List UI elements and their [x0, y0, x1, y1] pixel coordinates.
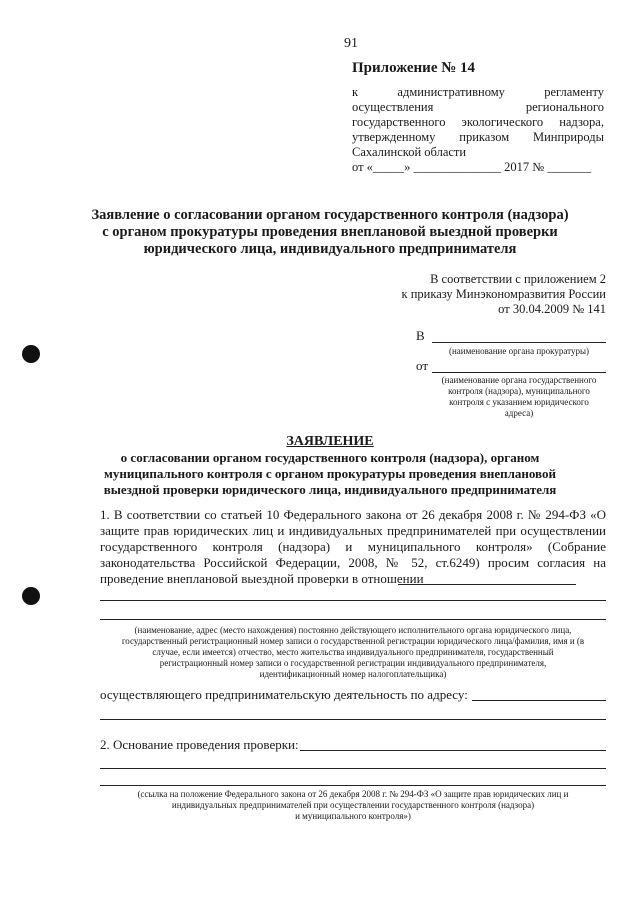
inspection-target-field[interactable] — [398, 584, 576, 585]
paragraph1-line: государственного контроля (надзора) и муниципального контроля» (Собрание — [100, 539, 606, 554]
title-line: юридического лица, индивидуального предпринимателя — [143, 241, 517, 257]
reference-line: В соответствии с приложением 2 — [430, 272, 606, 286]
inspection-basis-field-cont[interactable] — [100, 785, 606, 786]
note-line: (ссылка на положение Федерального закона от 26 декабря 2008 г. № 294-ФЗ «О защите прав юридических лиц и — [137, 789, 569, 799]
address-label: осуществляющего предпринимательскую деятельность по адресу: — [100, 687, 468, 702]
appendix-date-line: от «_____» ______________ 2017 № _______ — [352, 160, 592, 174]
paragraph1-line: 1. В соответствии со статьей 10 Федерального закона от 26 декабря 2008 г. № 294-ФЗ «О — [100, 507, 606, 522]
statement-line: муниципального контроля с органом прокуратуры проведения внеплановой — [104, 466, 556, 481]
to-label: В — [416, 328, 425, 343]
from-field-note — [426, 375, 612, 419]
punch-hole-top — [22, 345, 40, 363]
document-title — [60, 207, 600, 258]
reference-line: к приказу Минэкономразвития России — [401, 287, 606, 301]
statement-heading: ЗАЯВЛЕНИЕ — [286, 434, 374, 449]
note-line: контроля (надзора), муниципального — [448, 386, 590, 396]
appendix-line: государственного экологического надзора, — [352, 115, 604, 129]
paragraph1-line: законодательства Российской Федерации, 2008, № 52, ст.6249) просим согласия на — [100, 555, 606, 570]
appendix-line: осуществления регионального — [352, 100, 604, 114]
statement-line: выездной проверки юридического лица, индивидуального предпринимателя — [103, 482, 557, 497]
appendix-line: утвержденному приказом Минприроды — [352, 130, 604, 144]
punch-hole-bottom — [22, 587, 40, 605]
paragraph2-label: 2. Основание проведения проверки: — [100, 737, 299, 752]
note-line: регистрационный номер записи о государственной регистрации индивидуального предпринимателя, — [159, 658, 547, 668]
from-field-line[interactable] — [432, 372, 606, 373]
note-line: (наименование органа государственного — [441, 375, 597, 385]
note-line: контроля с указанием юридического — [449, 397, 589, 407]
to-field-line[interactable] — [432, 342, 606, 343]
from-label: от — [416, 358, 429, 373]
note-line: индивидуальных предпринимателей при осуществлении государственного контроля (надзора) — [171, 800, 535, 810]
appendix-line: к административному регламенту — [352, 85, 604, 99]
inspection-basis-field[interactable] — [300, 750, 606, 751]
page-number: 91 — [344, 36, 358, 51]
title-line: с органом прокуратуры проведения внеплановой выездной проверки — [102, 224, 558, 240]
paragraph1-line: защите прав юридических лиц и индивидуальных предпринимателей при осуществлении — [100, 523, 606, 538]
statement-heading-block — [60, 434, 600, 498]
reference-block — [402, 272, 607, 317]
note-line: (наименование, адрес (место нахождения) постоянно действующего исполнительного органа юридического лица, — [134, 625, 572, 635]
address-field-cont[interactable] — [100, 719, 606, 720]
paragraph1-line: проведение внеплановой выездной проверки в отношении — [100, 571, 424, 586]
statement-line: о согласовании органом государственного контроля (надзора), органом — [120, 450, 540, 465]
note-line: адреса) — [504, 408, 534, 418]
paragraph1-note — [102, 625, 604, 680]
appendix-title: Приложение № 14 — [352, 60, 476, 76]
note-line: случае, если имеется) отчество, место жительства индивидуального предпринимателя, государственный — [152, 647, 554, 657]
note-line: государственный регистрационный номер записи о государственной регистрации юридического лица/фамилия, имя и (в — [121, 636, 585, 646]
title-line: Заявление о согласовании органом государственного контроля (надзора) — [91, 207, 569, 223]
address-field[interactable] — [472, 700, 606, 701]
note-line: идентификационный номер налогоплательщика) — [259, 669, 447, 679]
inspection-basis-field-cont[interactable] — [100, 768, 606, 769]
inspection-target-field-cont[interactable] — [100, 619, 606, 620]
to-field-note: (наименование органа прокуратуры) — [448, 346, 590, 356]
appendix-line: Сахалинской области — [352, 145, 467, 159]
paragraph2-note — [102, 789, 604, 822]
inspection-target-field-cont[interactable] — [100, 600, 606, 601]
reference-line: от 30.04.2009 № 141 — [498, 302, 606, 316]
note-line: и муниципального контроля») — [295, 811, 411, 821]
